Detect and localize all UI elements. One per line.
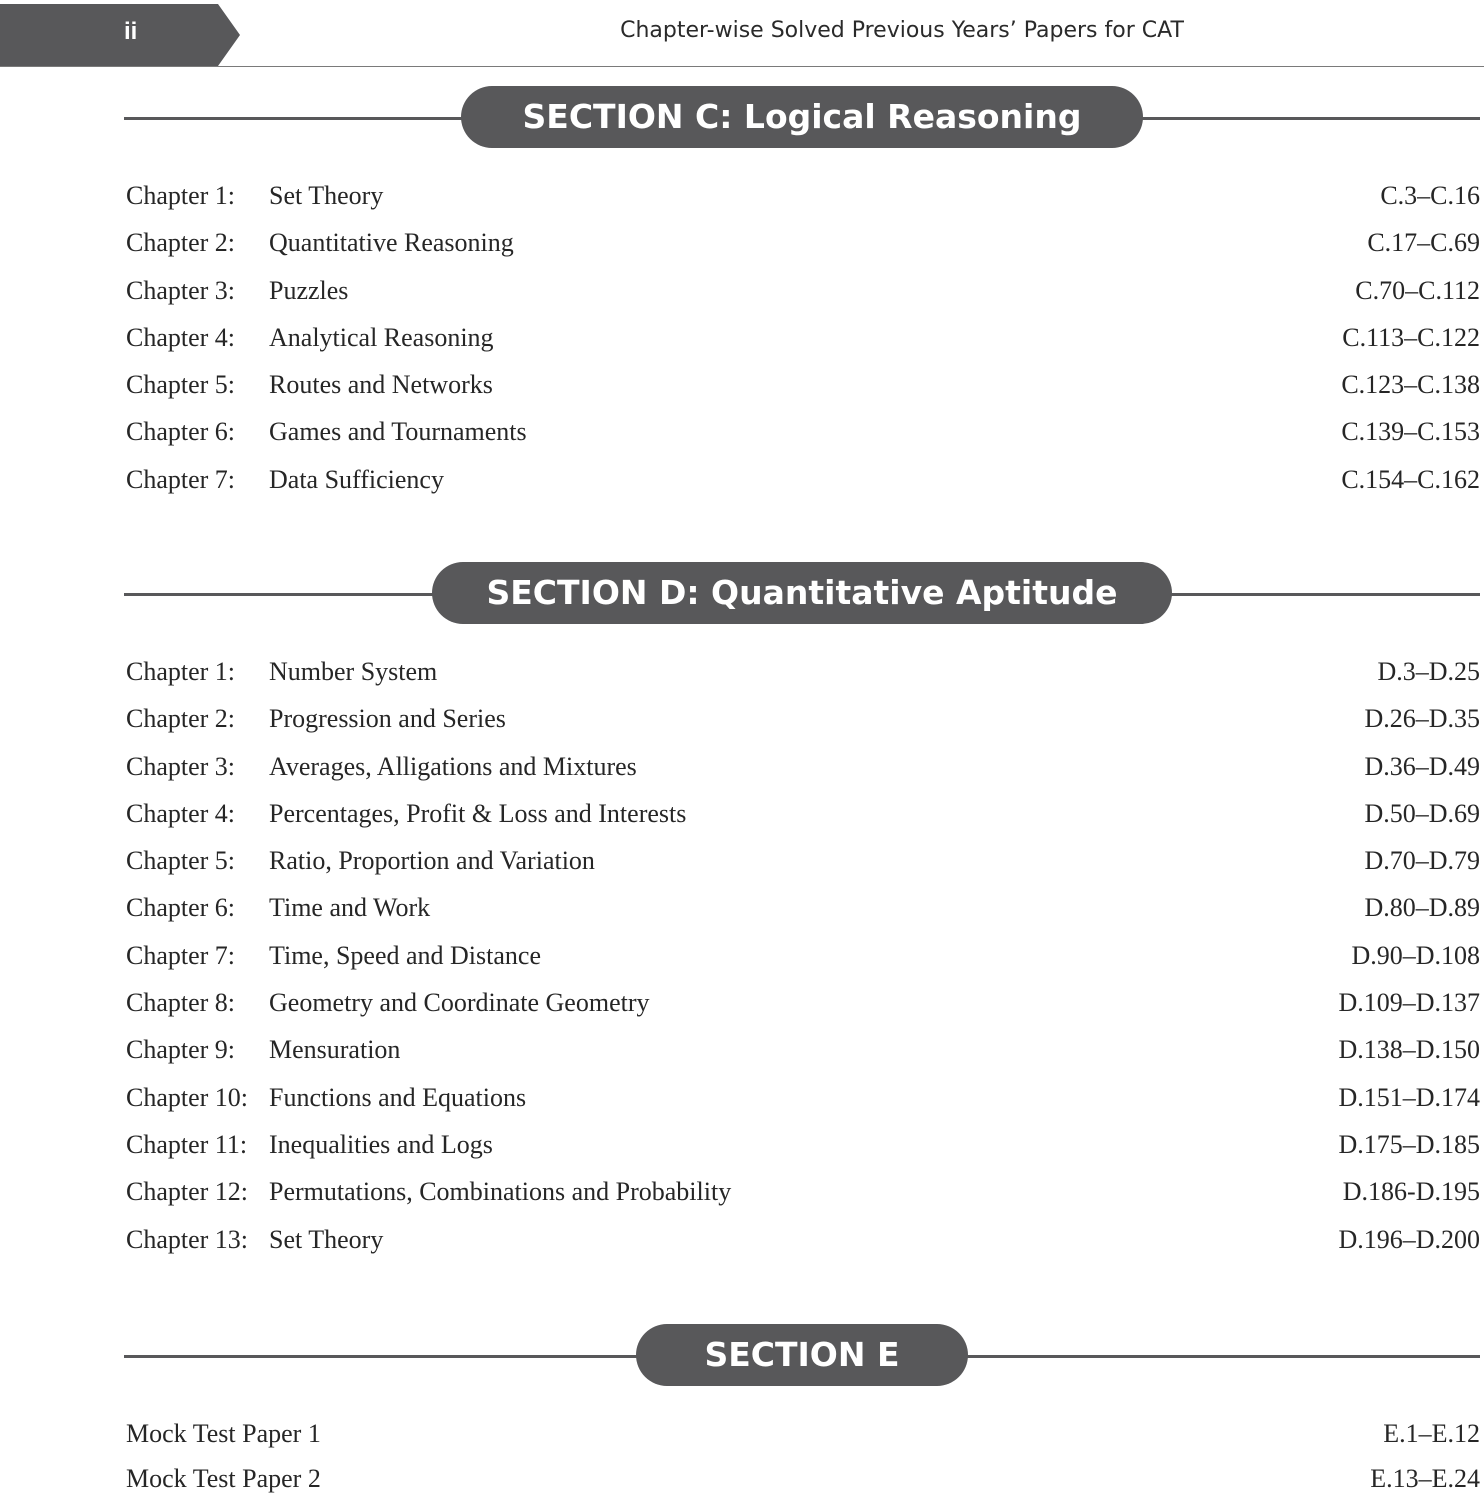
page-range: D.109–D.137 xyxy=(1338,988,1480,1018)
page-range: D.80–D.89 xyxy=(1364,893,1480,923)
page-range: D.3–D.25 xyxy=(1377,657,1480,686)
chapter-title: Time and Work xyxy=(269,893,431,923)
chapter-title: Progression and Series xyxy=(269,704,506,734)
toc-entry[interactable] xyxy=(126,1419,1480,1464)
chapter-title: Percentages, Profit & Loss and Interests xyxy=(269,798,687,828)
section-c-title: SECTION C: Logical Reasoning xyxy=(461,86,1143,148)
toc-entry[interactable] xyxy=(126,228,1480,275)
chapter-number: Chapter 4: xyxy=(126,322,236,352)
chapter-number: Chapter 4: xyxy=(126,798,236,828)
toc-entry[interactable] xyxy=(126,370,1480,417)
toc-entry[interactable] xyxy=(126,417,1480,464)
page-range: E.13–E.24 xyxy=(1370,1464,1480,1493)
chapter-number: Chapter 7: xyxy=(126,940,236,970)
chapter-title: Puzzles xyxy=(269,275,349,305)
toc-entry[interactable] xyxy=(126,1083,1480,1130)
chapter-title: Quantitative Reasoning xyxy=(269,228,514,258)
page-header xyxy=(0,0,1484,68)
chapter-number: Chapter 6: xyxy=(126,893,236,923)
page-range: D.70–D.79 xyxy=(1364,846,1480,876)
page-range: D.26–D.35 xyxy=(1364,704,1480,734)
toc-entry[interactable] xyxy=(126,657,1480,704)
chapter-number: Chapter 11: xyxy=(126,1129,248,1159)
toc-entry[interactable] xyxy=(126,704,1480,751)
toc-entry[interactable] xyxy=(126,1177,1480,1224)
page-range: C.17–C.69 xyxy=(1367,228,1480,258)
page-range: D.138–D.150 xyxy=(1338,1035,1480,1065)
toc-entry[interactable] xyxy=(126,1464,1480,1509)
toc-entry[interactable] xyxy=(126,1035,1480,1082)
chapter-title: Averages, Alligations and Mixtures xyxy=(269,751,637,781)
page-range: D.186-D.195 xyxy=(1342,1177,1480,1207)
page-range: C.139–C.153 xyxy=(1341,417,1480,447)
toc-entry[interactable] xyxy=(126,893,1480,940)
page-range: D.151–D.174 xyxy=(1338,1082,1480,1112)
chapter-number: Chapter 5: xyxy=(126,846,236,876)
chapter-title: Set Theory xyxy=(269,181,384,210)
chapter-number: Chapter 6: xyxy=(126,417,236,447)
section-e-paper-list xyxy=(126,1419,1480,1509)
paper-title: Mock Test Paper 2 xyxy=(126,1464,321,1493)
page-range: C.3–C.16 xyxy=(1380,181,1480,210)
section-e-title: SECTION E xyxy=(636,1324,968,1386)
section-d-chapter-list xyxy=(126,657,1480,1272)
chapter-title: Functions and Equations xyxy=(269,1082,527,1112)
page-range: D.50–D.69 xyxy=(1364,798,1480,828)
chapter-title: Ratio, Proportion and Variation xyxy=(269,846,595,876)
toc-entry[interactable] xyxy=(126,181,1480,228)
section-e-banner xyxy=(124,1324,1480,1388)
page-range: D.90–D.108 xyxy=(1351,940,1480,970)
toc-entry[interactable] xyxy=(126,988,1480,1035)
chapter-number: Chapter 9: xyxy=(126,1035,236,1065)
chapter-number: Chapter 3: xyxy=(126,275,236,305)
chapter-number: Chapter 2: xyxy=(126,704,236,734)
chapter-title: Analytical Reasoning xyxy=(269,322,494,352)
page-range: D.36–D.49 xyxy=(1364,751,1480,781)
page-range: C.123–C.138 xyxy=(1341,370,1480,400)
chapter-title: Number System xyxy=(269,657,438,686)
page-range: C.70–C.112 xyxy=(1355,275,1480,305)
toc-entry[interactable] xyxy=(126,323,1480,370)
chapter-number: Chapter 8: xyxy=(126,988,236,1018)
chapter-title: Geometry and Coordinate Geometry xyxy=(269,988,650,1018)
chapter-number: Chapter 7: xyxy=(126,464,236,494)
page-number: ii xyxy=(124,18,138,45)
page-range: C.113–C.122 xyxy=(1342,322,1480,352)
section-c-chapter-list xyxy=(126,181,1480,512)
chapter-number: Chapter 1: xyxy=(126,181,236,210)
page-range: D.175–D.185 xyxy=(1338,1129,1480,1159)
toc-entry[interactable] xyxy=(126,752,1480,799)
page-number-tab xyxy=(0,4,240,66)
page-range: D.196–D.200 xyxy=(1338,1224,1480,1254)
chapter-number: Chapter 10: xyxy=(126,1082,249,1112)
chapter-number: Chapter 5: xyxy=(126,370,236,400)
chapter-title: Data Sufficiency xyxy=(269,464,444,494)
toc-entry[interactable] xyxy=(126,465,1480,512)
chapter-title: Time, Speed and Distance xyxy=(269,940,541,970)
section-c-banner xyxy=(124,86,1480,150)
header-rule xyxy=(0,66,1484,67)
toc-entry[interactable] xyxy=(126,846,1480,893)
chapter-title: Games and Tournaments xyxy=(269,417,527,447)
toc-entry[interactable] xyxy=(126,1225,1480,1272)
chapter-title: Set Theory xyxy=(269,1224,384,1254)
chapter-title: Routes and Networks xyxy=(269,370,493,400)
chapter-number: Chapter 13: xyxy=(126,1224,249,1254)
page-range: C.154–C.162 xyxy=(1341,464,1480,494)
toc-entry[interactable] xyxy=(126,941,1480,988)
paper-title: Mock Test Paper 1 xyxy=(126,1419,321,1448)
chapter-number: Chapter 2: xyxy=(126,228,236,258)
toc-entry[interactable] xyxy=(126,1130,1480,1177)
chapter-number: Chapter 3: xyxy=(126,751,236,781)
chapter-number: Chapter 1: xyxy=(126,657,236,686)
toc-entry[interactable] xyxy=(126,799,1480,846)
section-d-title: SECTION D: Quantitative Aptitude xyxy=(432,562,1172,624)
chapter-title: Permutations, Combinations and Probability xyxy=(269,1177,732,1207)
chapter-number: Chapter 12: xyxy=(126,1177,249,1207)
chapter-title: Inequalities and Logs xyxy=(269,1129,493,1159)
chapter-title: Mensuration xyxy=(269,1035,401,1065)
page-range: E.1–E.12 xyxy=(1383,1419,1480,1448)
section-d-banner xyxy=(124,562,1480,626)
running-title: Chapter-wise Solved Previous Years’ Papers for CAT xyxy=(620,18,1184,43)
toc-entry[interactable] xyxy=(126,276,1480,323)
